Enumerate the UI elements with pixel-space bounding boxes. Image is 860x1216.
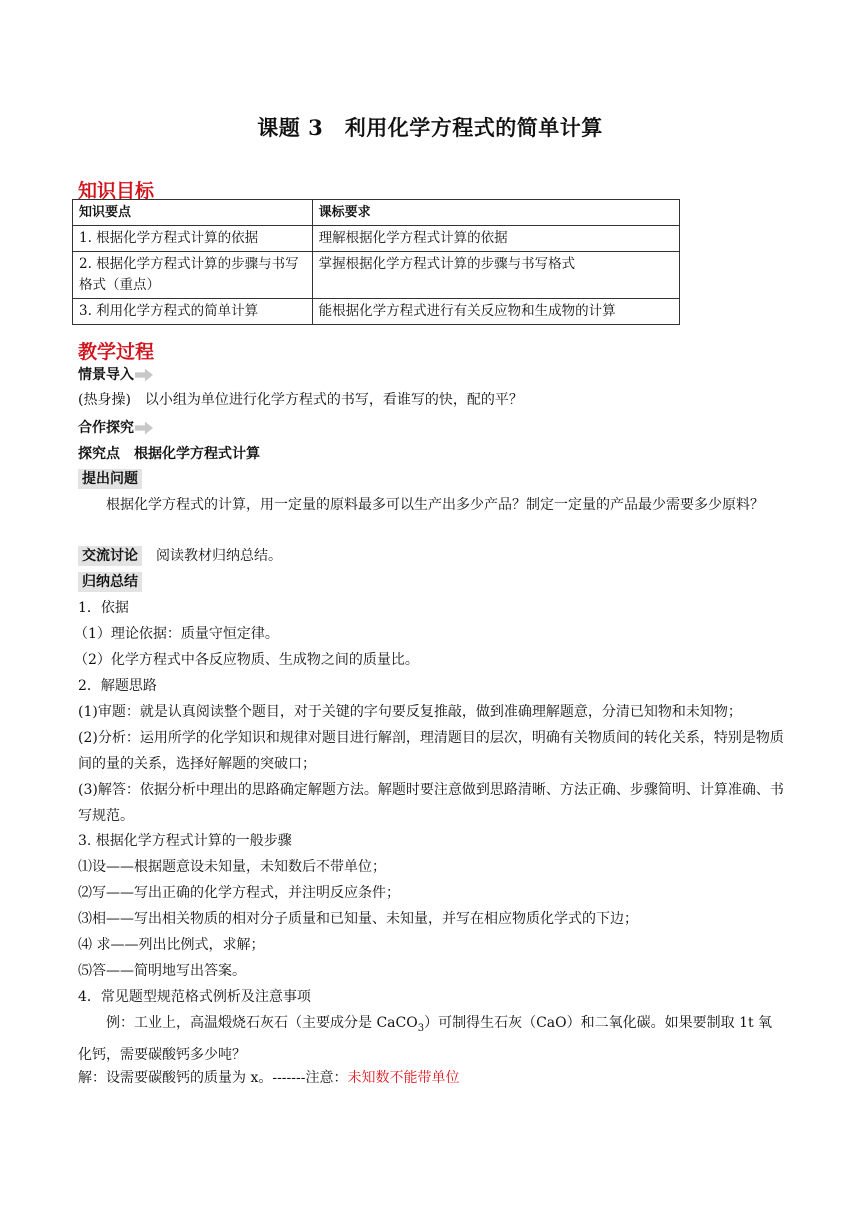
arrow-right-icon xyxy=(135,369,153,382)
section-heading-teaching-process: 教学过程 xyxy=(78,341,155,363)
summary-tag: 归纳总结 xyxy=(78,572,142,592)
solution-note: 未知数不能带单位 xyxy=(347,1070,460,1086)
steps-heading: 3. 根据化学方程式计算的一般步骤 xyxy=(78,833,292,849)
question-text: 根据化学方程式的计算，用一定量的原料最多可以生产出多少产品？制定一定量的产品最少需要多少原料？ xyxy=(106,497,764,513)
solution-line xyxy=(78,1068,459,1088)
table-cell: 能根据化学方程式进行有关反应物和生成物的计算 xyxy=(312,299,679,325)
basis-item-1: （1）理论依据：质量守恒定律。 xyxy=(74,626,279,642)
table-row xyxy=(73,299,680,325)
intro-heading-label: 情景导入 xyxy=(78,367,134,383)
table-row xyxy=(73,252,680,299)
table-header-row xyxy=(73,200,680,226)
approach-item-2: (2)分析：运用所学的化学知识和规律对题目进行解剖，理清题目的层次，明确有关物质间的转化关系，特别是物质间的量的关系，选择好解题的突破口； xyxy=(78,730,784,772)
step-5: ⑸答——简明地写出答案。 xyxy=(78,963,246,979)
step-1: ⑴设——根据题意设未知量，未知数后不带单位； xyxy=(78,859,386,875)
step-4: ⑷ 求——列出比例式，求解； xyxy=(78,937,265,953)
question-tag: 提出问题 xyxy=(78,469,142,489)
arrow-right-icon xyxy=(135,422,153,435)
step-2: ⑵写——写出正确的化学方程式，并注明反应条件； xyxy=(78,885,400,901)
basis-item-2: （2）化学方程式中各反应物质、生成物之间的质量比。 xyxy=(74,652,419,668)
explore-point: 探究点 根据化学方程式计算 xyxy=(78,446,260,462)
table-cell: 掌握根据化学方程式计算的步骤与书写格式 xyxy=(312,252,679,299)
section-heading-knowledge-goals: 知识目标 xyxy=(78,180,155,202)
page-title: 课题 3 利用化学方程式的简单计算 xyxy=(257,115,603,140)
intro-text: (热身操) 以小组为单位进行化学方程式的书写，看谁写的快，配的平？ xyxy=(78,392,523,408)
table-header-cell: 课标要求 xyxy=(312,200,679,226)
table-header-cell: 知识要点 xyxy=(73,200,313,226)
table-cell: 1. 根据化学方程式计算的依据 xyxy=(73,226,313,252)
table-cell: 2. 根据化学方程式计算的步骤与书写格式（重点） xyxy=(73,252,313,299)
approach-item-1: (1)审题：就是认真阅读整个题目，对于关键的字句要反复推敲，做到准确理解题意，分清已知物和未知物； xyxy=(78,704,742,720)
approach-item-3: (3)解答：依据分析中理出的思路确定解题方法。解题时要注意做到思路清晰、方法正确、步骤简明、计算准确、书写规范。 xyxy=(78,782,784,824)
cooperation-heading-label: 合作探究 xyxy=(78,420,134,436)
table-cell: 3. 利用化学方程式的简单计算 xyxy=(73,299,313,325)
examples-heading: 4．常见题型规范格式例析及注意事项 xyxy=(78,989,311,1005)
intro-heading xyxy=(78,364,153,384)
example-text xyxy=(78,1010,784,1068)
step-3: ⑶相——写出相关物质的相对分子质量和已知量、未知量，并写在相应物质化学式的下边； xyxy=(78,911,638,927)
example-subscript: 3 xyxy=(417,1022,425,1034)
discussion-text: 阅读教材归纳总结。 xyxy=(156,548,282,564)
cooperation-heading xyxy=(78,417,153,437)
approach-heading: 2．解题思路 xyxy=(78,678,157,694)
table-row xyxy=(73,226,680,252)
table-cell: 理解根据化学方程式计算的依据 xyxy=(312,226,679,252)
basis-heading: 1．依据 xyxy=(78,600,129,616)
example-text-a: 例：工业上，高温煅烧石灰石（主要成分是 CaCO xyxy=(106,1015,418,1031)
discussion-tag: 交流讨论 xyxy=(78,546,142,566)
solution-text: 解：设需要碳酸钙的质量为 x。-------注意： xyxy=(78,1070,348,1086)
example-text-b: ）可制得生石灰（CaO）和二氧化碳。如果要制取 1t 氧化钙，需要碳酸钙多少吨？ xyxy=(78,1015,773,1063)
knowledge-goals-table xyxy=(72,199,680,325)
